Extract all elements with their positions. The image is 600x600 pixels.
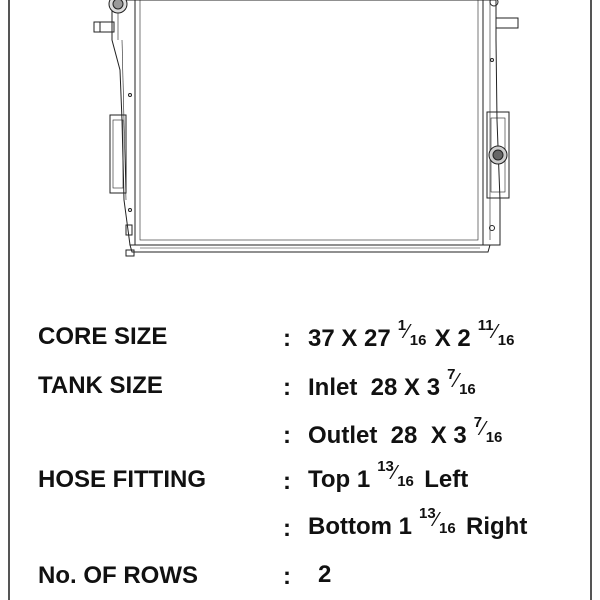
left-tank xyxy=(94,0,135,256)
outlet-fitting xyxy=(496,18,518,28)
fraction-numerator: 11 xyxy=(477,317,494,334)
spec-colon: : xyxy=(283,468,291,495)
fraction-denominator: 16 xyxy=(459,381,476,398)
fraction: 7 ⁄ 16 xyxy=(473,414,503,446)
spec-value-hose-top xyxy=(308,458,469,494)
tank-inlet-dims: Inlet 28 X 3 xyxy=(308,374,441,401)
right-tank xyxy=(483,0,518,245)
spec-colon: : xyxy=(283,515,291,542)
bottom-rail xyxy=(130,245,490,252)
spec-colon: : xyxy=(283,422,291,449)
spec-value-rows: 2 xyxy=(318,561,332,588)
core-size-dims-b: X 2 xyxy=(434,325,471,352)
fraction: 13 ⁄ 16 xyxy=(419,505,456,537)
spec-colon: : xyxy=(283,563,291,590)
fraction-denominator: 16 xyxy=(409,332,427,349)
fraction-numerator: 13 xyxy=(419,505,436,522)
spec-value-core-size xyxy=(308,317,518,353)
fraction-denominator: 16 xyxy=(439,520,456,537)
fraction: 7 ⁄ 16 xyxy=(447,366,476,398)
fraction-numerator: 7 xyxy=(473,414,483,431)
spec-label-hose-fitting: HOSE FITTING xyxy=(38,466,206,493)
spec-value-hose-bottom xyxy=(308,505,528,541)
spec-label-tank-size: TANK SIZE xyxy=(38,372,163,399)
spec-label-core-size: CORE SIZE xyxy=(38,323,168,350)
fraction: 1 ⁄ 16 xyxy=(397,317,427,349)
fraction-numerator: 1 xyxy=(397,317,407,334)
inlet-fitting xyxy=(94,22,114,32)
fraction: 13 ⁄ 16 xyxy=(377,458,414,490)
spec-colon: : xyxy=(283,374,291,401)
fraction-denominator: 16 xyxy=(485,429,503,446)
radiator-core xyxy=(135,0,483,245)
radiator-drawing xyxy=(0,0,600,270)
spec-value-tank-inlet xyxy=(308,366,477,402)
hose-top-side: Left xyxy=(424,466,469,493)
hose-bottom-side: Right xyxy=(466,513,528,540)
spec-value-tank-outlet xyxy=(308,414,504,450)
hose-top-size: Top 1 xyxy=(308,466,371,493)
tank-outlet-dims: Outlet 28 X 3 xyxy=(308,422,467,449)
fraction-numerator: 7 xyxy=(447,366,456,383)
spec-colon: : xyxy=(283,325,291,352)
fraction-denominator: 16 xyxy=(397,473,414,490)
core-size-dims-a: 37 X 27 xyxy=(308,325,391,352)
fraction-denominator: 16 xyxy=(497,332,515,349)
fraction-numerator: 13 xyxy=(377,458,394,475)
fraction: 11 ⁄ 16 xyxy=(477,317,515,349)
spec-label-rows: No. OF ROWS xyxy=(38,562,198,589)
hose-bottom-size: Bottom 1 xyxy=(308,513,412,540)
